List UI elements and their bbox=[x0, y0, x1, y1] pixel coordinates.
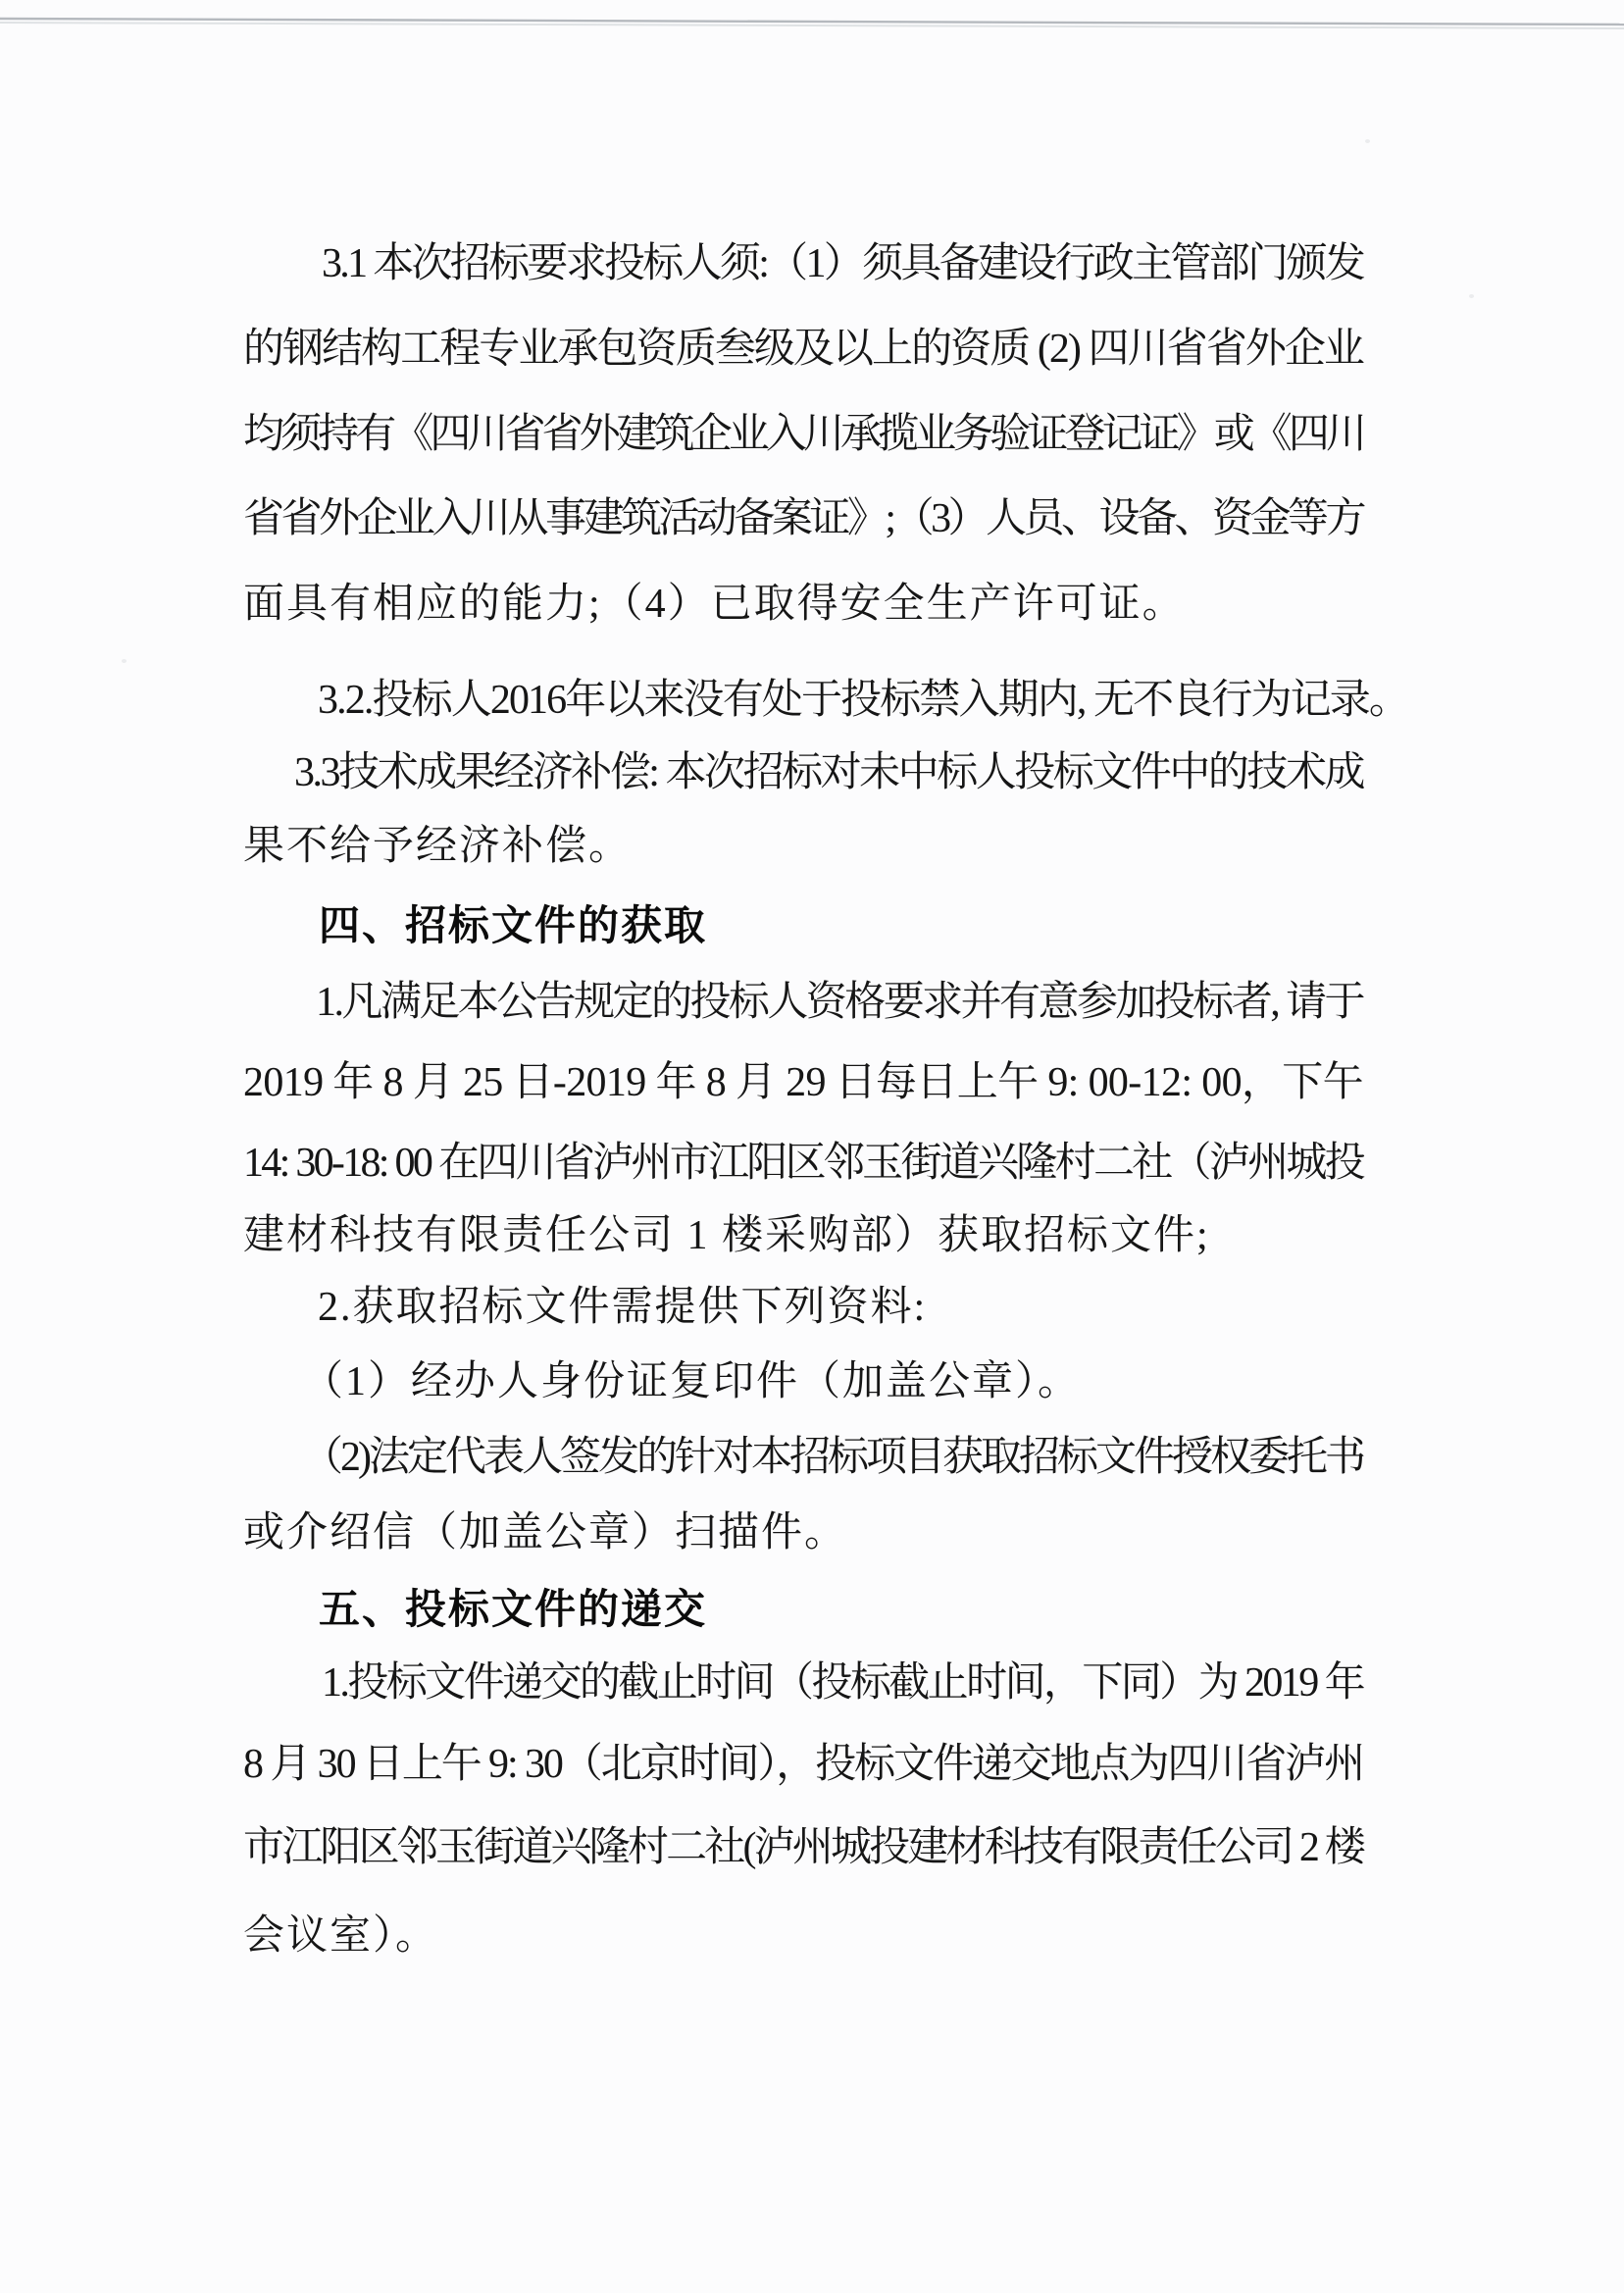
para-4-1-line-4-text: 建材科技有限责任公司 1 楼采购部）获取招标文件; bbox=[243, 1213, 1210, 1258]
para-3-1-line-4-text: 省省外企业入川从事建筑活动备案证》;（3）人员、设备、资金等方 bbox=[243, 496, 1363, 541]
para-3-1-line-2-text: 的钢结构工程专业承包资质叁级及以上的资质 (2) 四川省省外企业 bbox=[243, 327, 1363, 372]
scan-speck bbox=[1365, 139, 1370, 143]
document-text-block bbox=[243, 0, 1408, 2293]
para-4-1-line-2 bbox=[243, 1057, 1363, 1108]
para-3-2-line-1-text: 3.2.投标人2016年以来没有处于投标禁入期内, 无不良行为记录。 bbox=[318, 678, 1408, 723]
para-4-1-line-1-text: 1.凡满足本公告规定的投标人资格要求并有意参加投标者, 请于 bbox=[316, 980, 1363, 1025]
para-5-1-line-2 bbox=[243, 1739, 1363, 1790]
para-5-1-line-1 bbox=[243, 1657, 1363, 1708]
para-4-4-line-2-text: 或介绍信（加盖公章）扫描件。 bbox=[243, 1510, 848, 1555]
para-4-3-line-1 bbox=[243, 1356, 1363, 1407]
para-3-1-line-4 bbox=[243, 493, 1363, 544]
para-4-1-line-4 bbox=[243, 1210, 1363, 1261]
scan-speck bbox=[1469, 294, 1474, 298]
para-3-1-line-5 bbox=[243, 579, 1363, 630]
para-5-1-line-2-text: 8 月 30 日上午 9: 30（北京时间），投标文件递交地点为四川省泸州 bbox=[243, 1742, 1363, 1787]
para-3-1-line-3 bbox=[243, 409, 1363, 460]
section-heading-4 bbox=[243, 900, 1363, 951]
para-3-1-line-2 bbox=[243, 324, 1363, 375]
para-4-1-line-3 bbox=[243, 1138, 1363, 1189]
para-5-1-line-3 bbox=[243, 1822, 1363, 1873]
para-4-3-line-1-text: （1）经办人身份证复印件（加盖公章）。 bbox=[302, 1359, 1082, 1404]
para-4-4-line-1-text: （2)法定代表人签发的针对本招标项目获取招标文件授权委托书 bbox=[302, 1435, 1363, 1480]
para-3-1-line-1-text: 3.1 本次招标要求投标人须:（1）须具备建设行政主管部门颁发 bbox=[322, 241, 1363, 286]
para-5-1-line-4-text: 会议室）。 bbox=[243, 1913, 439, 1959]
para-4-4-line-1 bbox=[243, 1432, 1363, 1483]
para-5-1-line-3-text: 市江阳区邻玉街道兴隆村二社(泸州城投建材科技有限责任公司 2 楼 bbox=[243, 1825, 1363, 1870]
para-3-3-line-1 bbox=[243, 747, 1363, 798]
para-4-2-line-1 bbox=[243, 1282, 1363, 1333]
section-heading-4-text: 四、招标文件的获取 bbox=[319, 902, 708, 948]
para-4-4-line-2 bbox=[243, 1507, 1363, 1558]
para-4-1-line-2-text: 2019 年 8 月 25 日-2019 年 8 月 29 日每日上午 9: 00-12: 00，下午 bbox=[243, 1060, 1363, 1105]
para-3-1-line-5-text: 面具有相应的能力;（4）已取得安全生产许可证。 bbox=[243, 582, 1186, 627]
para-5-1-line-1-text: 1.投标文件递交的截止时间（投标截止时间，下同）为 2019 年 bbox=[322, 1660, 1363, 1706]
section-heading-5 bbox=[243, 1584, 1363, 1635]
para-4-2-line-1-text: 2.获取招标文件需提供下列资料: bbox=[318, 1285, 928, 1330]
para-3-2-line-1 bbox=[243, 675, 1408, 726]
para-3-1-line-3-text: 均须持有《四川省省外建筑企业入川承揽业务验证登记证》或《四川 bbox=[243, 412, 1363, 457]
section-heading-5-text: 五、投标文件的递交 bbox=[319, 1586, 708, 1632]
para-3-3-line-2-text: 果不给予经济补偿。 bbox=[243, 824, 633, 869]
para-4-1-line-3-text: 14: 30-18: 00 在四川省泸州市江阳区邻玉街道兴隆村二社（泸州城投 bbox=[243, 1141, 1363, 1186]
para-5-1-line-4 bbox=[243, 1911, 1363, 1962]
para-3-3-line-2 bbox=[243, 821, 1363, 872]
scan-speck bbox=[122, 659, 127, 663]
para-3-3-line-1-text: 3.3技术成果经济补偿: 本次招标对未中标人投标文件中的技术成 bbox=[294, 750, 1363, 795]
para-4-1-line-1 bbox=[243, 977, 1363, 1028]
para-3-1-line-1 bbox=[243, 238, 1363, 289]
